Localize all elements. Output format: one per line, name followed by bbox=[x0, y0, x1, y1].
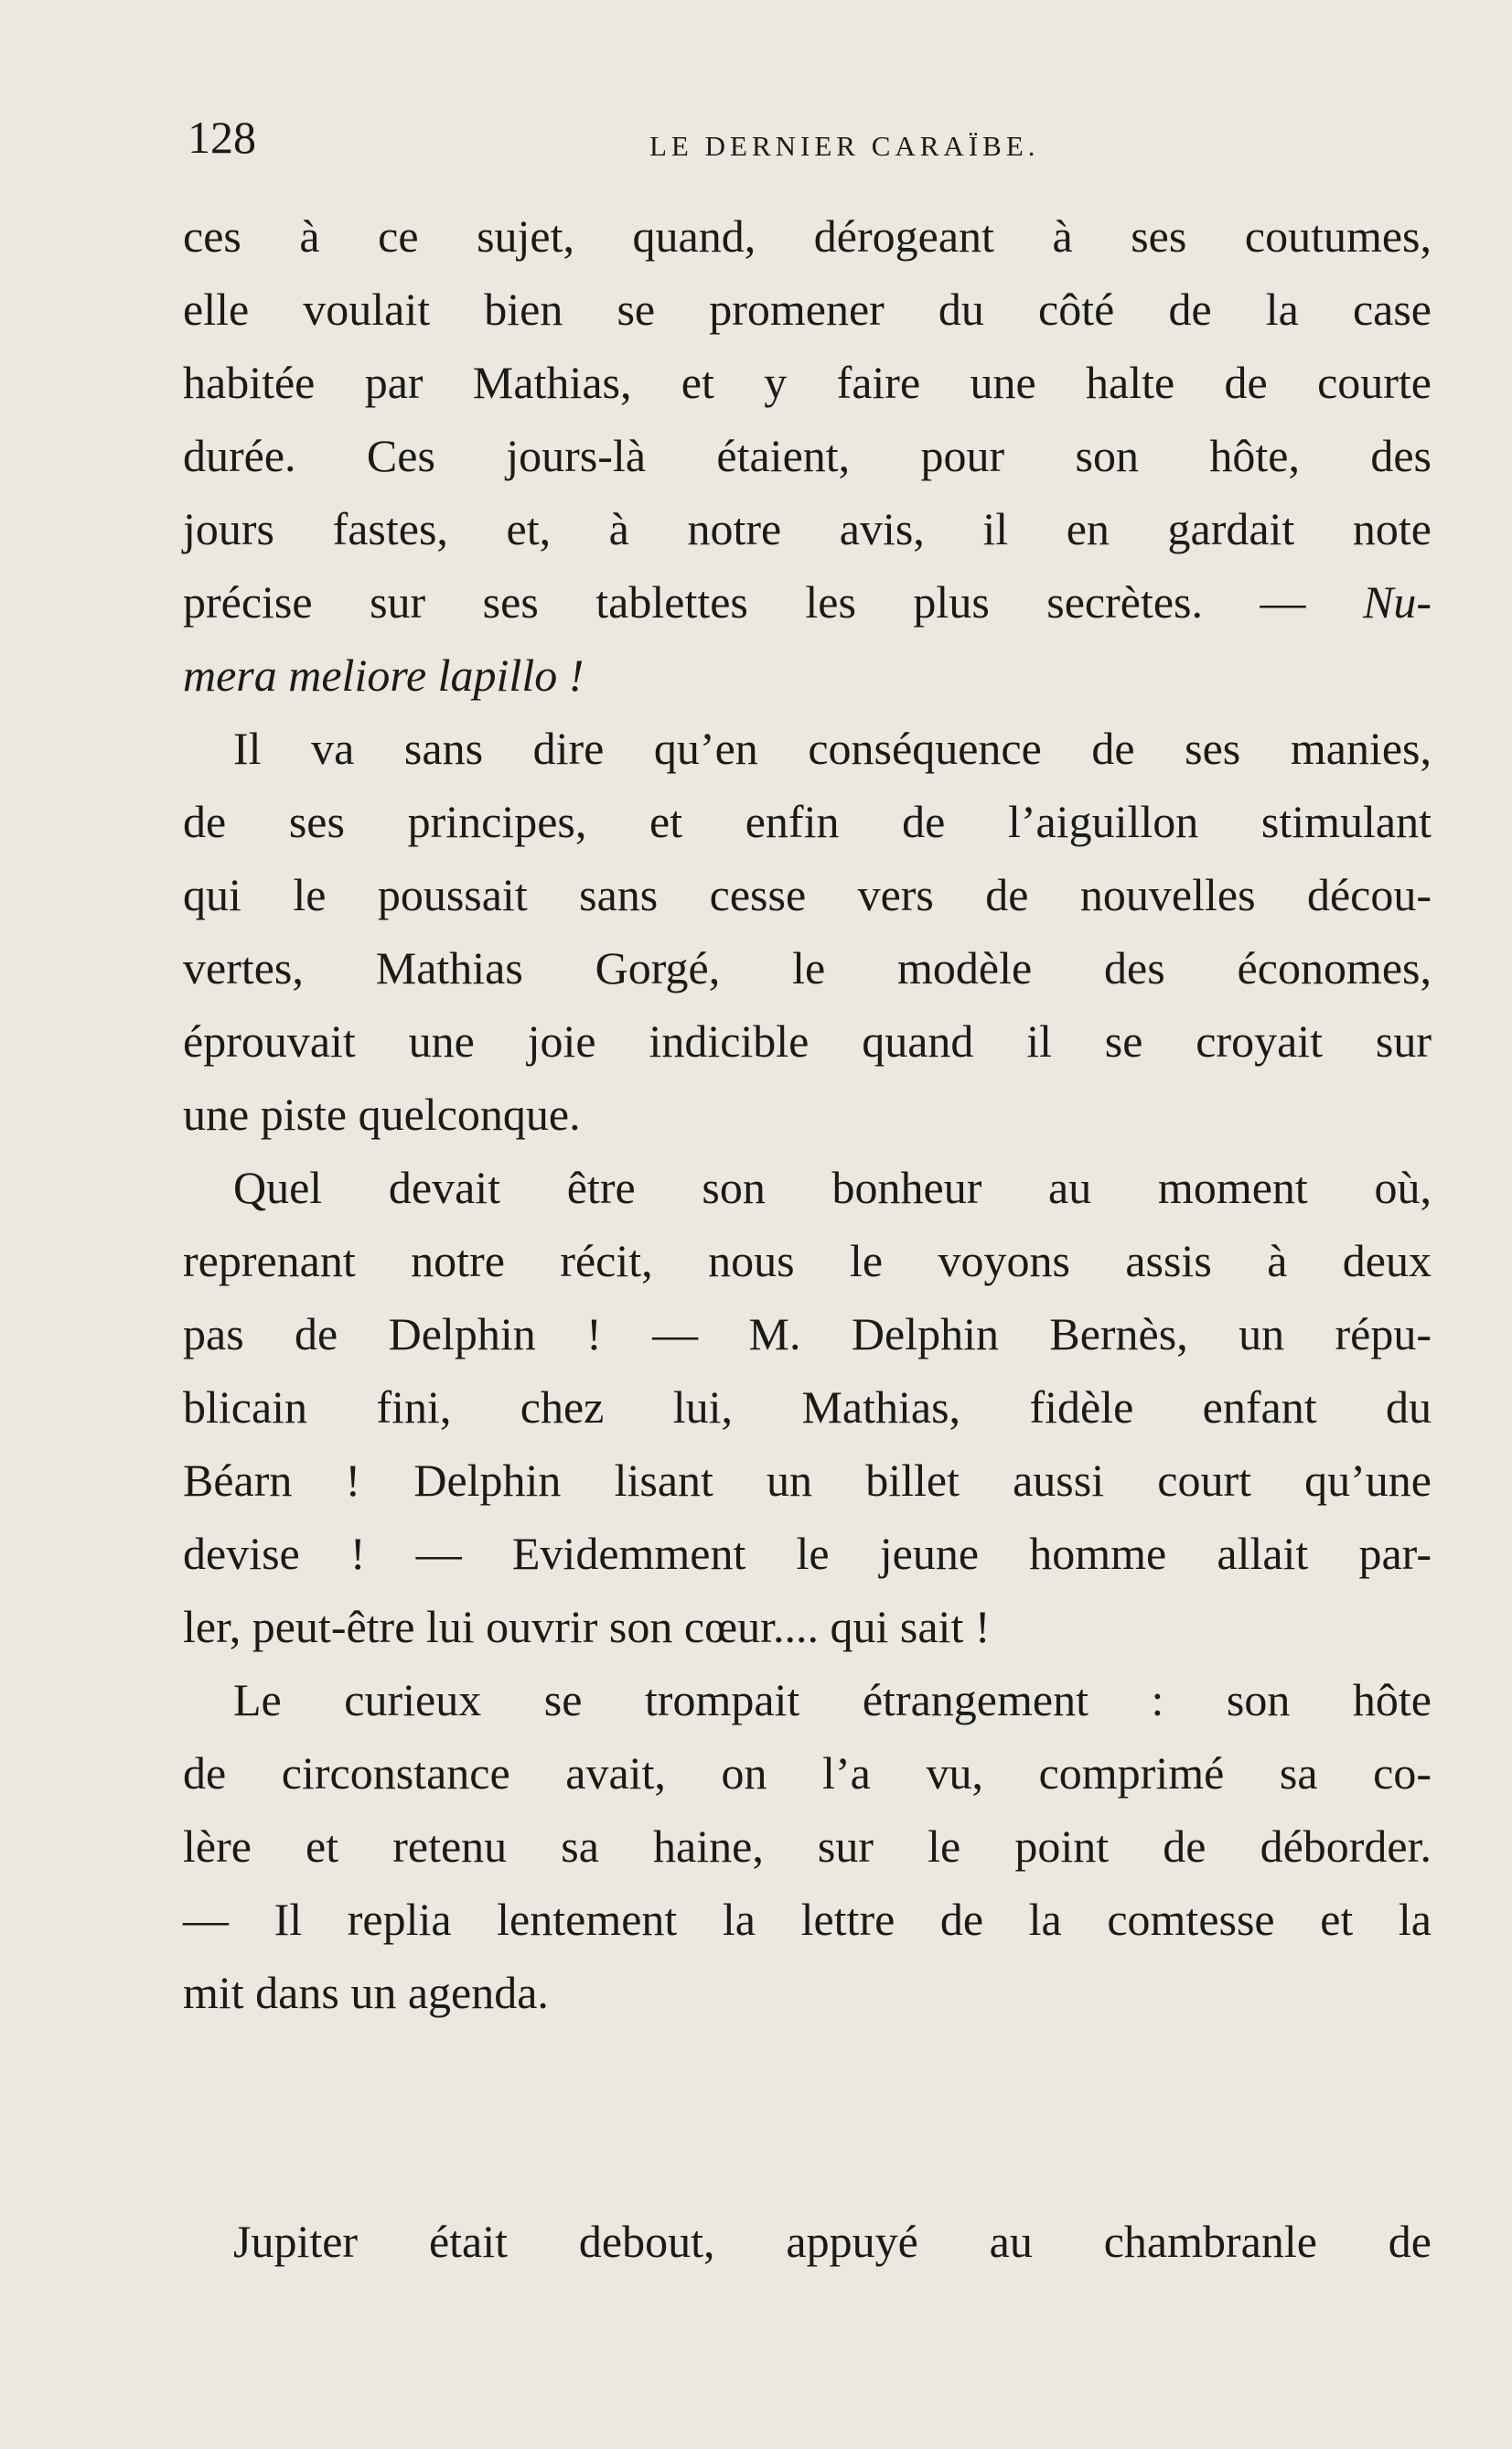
latin-quote-start: Nu- bbox=[1363, 576, 1432, 628]
body-text bbox=[183, 199, 1432, 2278]
text-line: — Il replia lentement la lettre de la comtesse et la bbox=[183, 1894, 1432, 1945]
text-line: vertes, Mathias Gorgé, le modèle des économes, bbox=[183, 942, 1432, 994]
text-line: jours fastes, et, à notre avis, il en gardait note bbox=[183, 503, 1432, 554]
text-line: une piste quelconque. bbox=[183, 1089, 581, 1140]
text-line: ces à ce sujet, quand, dérogeant à ses coutumes, bbox=[183, 210, 1432, 262]
text-line: elle voulait bien se promener du côté de la case bbox=[183, 284, 1432, 335]
text-line: habitée par Mathias, et y faire une halte de courte bbox=[183, 357, 1432, 408]
section-break bbox=[183, 2029, 1432, 2132]
text-line: devise ! — Evidemment le jeune homme allait par- bbox=[183, 1528, 1432, 1579]
page-number: 128 bbox=[188, 112, 256, 163]
running-title: LE DERNIER CARAÏBE. bbox=[649, 130, 1040, 162]
paragraph-start: Quel devait être son bonheur au moment où, bbox=[233, 1162, 1432, 1213]
text-line: qui le poussait sans cesse vers de nouvelles décou- bbox=[183, 869, 1432, 920]
text-line: reprenant notre récit, nous le voyons assis à deux bbox=[183, 1235, 1432, 1286]
paragraph-start: Le curieux se trompait étrangement : son hôte bbox=[233, 1674, 1432, 1725]
text-line: pas de Delphin ! — M. Delphin Bernès, un répu- bbox=[183, 1308, 1432, 1359]
text-line bbox=[183, 565, 1432, 639]
text-line: lère et retenu sa haine, sur le point de déborder. bbox=[183, 1821, 1432, 1872]
paragraph-start: Il va sans dire qu’en conséquence de ses manies, bbox=[233, 723, 1432, 774]
text-line: de ses principes, et enfin de l’aiguillon stimulant bbox=[183, 796, 1432, 847]
text-line: éprouvait une joie indicible quand il se croyait sur bbox=[183, 1015, 1432, 1067]
paragraph-start: Jupiter était debout, appuyé au chambranle de bbox=[233, 2216, 1432, 2267]
page-header bbox=[188, 101, 1432, 174]
section-break-spacer bbox=[183, 2132, 1432, 2205]
text-line: de circonstance avait, on l’a vu, comprimé sa co- bbox=[183, 1747, 1432, 1799]
text-line: ler, peut-être lui ouvrir son cœur.... qui sait ! bbox=[183, 1601, 991, 1652]
text-line: Béarn ! Delphin lisant un billet aussi court qu’une bbox=[183, 1455, 1432, 1506]
text-line-segment: précise sur ses tablettes les plus secrètes. — bbox=[183, 576, 1306, 628]
text-line: blicain fini, chez lui, Mathias, fidèle enfant du bbox=[183, 1381, 1432, 1433]
text-line: mit dans un agenda. bbox=[183, 1967, 549, 2018]
text-line: durée. Ces jours-là étaient, pour son hôte, des bbox=[183, 430, 1432, 481]
latin-quote-line: mera meliore lapillo ! bbox=[183, 650, 584, 701]
